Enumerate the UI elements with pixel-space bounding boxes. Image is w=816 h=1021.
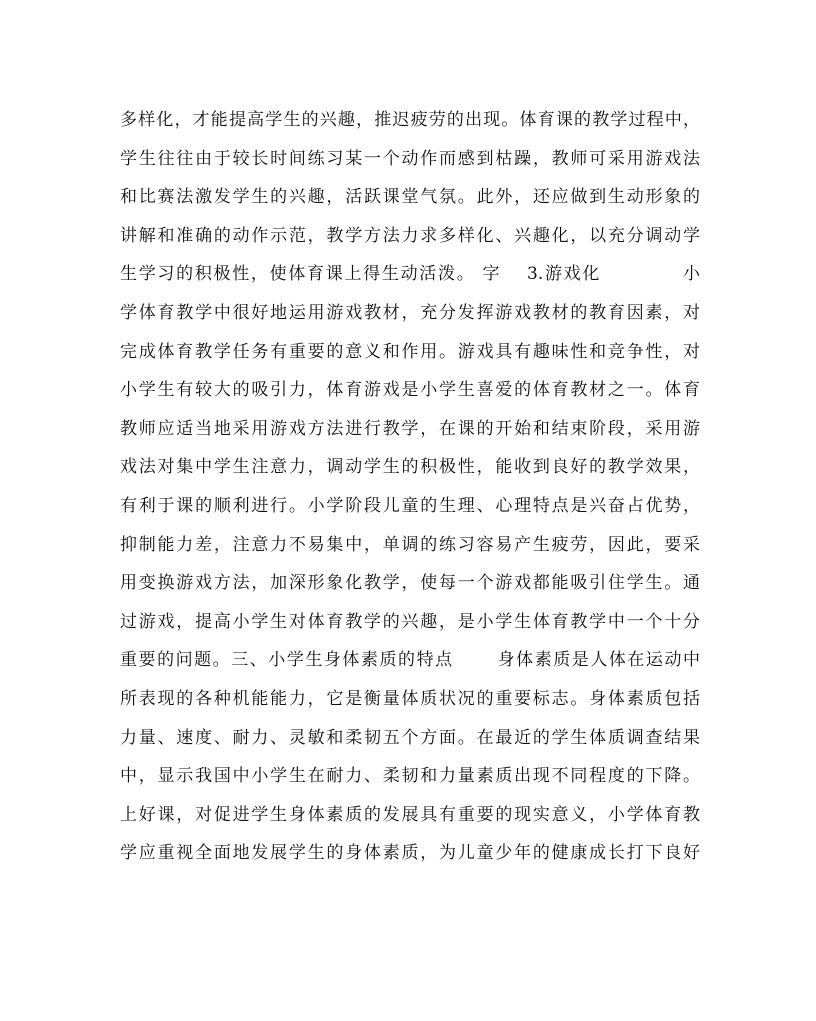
text-line: 重要的问题。三、小学生身体素质的特点 身体素质是人体在运动中 xyxy=(120,650,700,671)
text-line: 生学习的积极性，使体育课上得生动活泼。 字 3.游戏化 小 xyxy=(120,264,700,285)
text-line: 讲解和准确的动作示范，教学方法力求多样化、兴趣化，以充分调动学 xyxy=(120,225,700,246)
text-line: 力量、速度、耐力、灵敏和柔韧五个方面。在最近的学生体质调查结果 xyxy=(120,727,700,748)
text-line: 学生往往由于较长时间练习某一个动作而感到枯躁，教师可采用游戏法 xyxy=(120,148,700,169)
text-line: 完成体育教学任务有重要的意义和作用。游戏具有趣味性和竞争性，对 xyxy=(120,341,700,362)
text-line: 小学生有较大的吸引力，体育游戏是小学生喜爱的体育教材之一。体育 xyxy=(120,380,700,401)
text-line: 有利于课的顺利进行。小学阶段儿童的生理、心理特点是兴奋占优势， xyxy=(120,495,700,516)
text-line: 用变换游戏方法，加深形象化教学，使每一个游戏都能吸引住学生。通 xyxy=(120,573,700,594)
body-text xyxy=(120,101,700,873)
text-line: 抑制能力差，注意力不易集中，单调的练习容易产生疲劳，因此，要采 xyxy=(120,534,700,555)
text-line: 和比赛法激发学生的兴趣，活跃课堂气氛。此外，还应做到生动形象的 xyxy=(120,187,700,208)
text-line: 上好课，对促进学生身体素质的发展具有重要的现实意义，小学体育教 xyxy=(120,804,700,825)
text-line: 多样化，才能提高学生的兴趣，推迟疲劳的出现。体育课的教学过程中， xyxy=(120,110,700,130)
text-line: 所表现的各种机能能力，它是衡量体质状况的重要标志。身体素质包括 xyxy=(120,688,700,709)
text-line: 中，显示我国中小学生在耐力、柔韧和力量素质出现不同程度的下降。 xyxy=(120,766,700,787)
text-line: 戏法对集中学生注意力，调动学生的积极性，能收到良好的教学效果， xyxy=(120,457,700,478)
text-line: 学应重视全面地发展学生的身体素质，为儿童少年的健康成长打下良好 xyxy=(120,843,700,864)
text-line: 学体育教学中很好地运用游戏教材，充分发挥游戏教材的教育因素，对 xyxy=(120,302,700,323)
text-line: 过游戏，提高小学生对体育教学的兴趣，是小学生体育教学中一个十分 xyxy=(120,611,700,632)
text-line: 教师应适当地采用游戏方法进行教学，在课的开始和结束阶段，采用游 xyxy=(120,418,700,439)
